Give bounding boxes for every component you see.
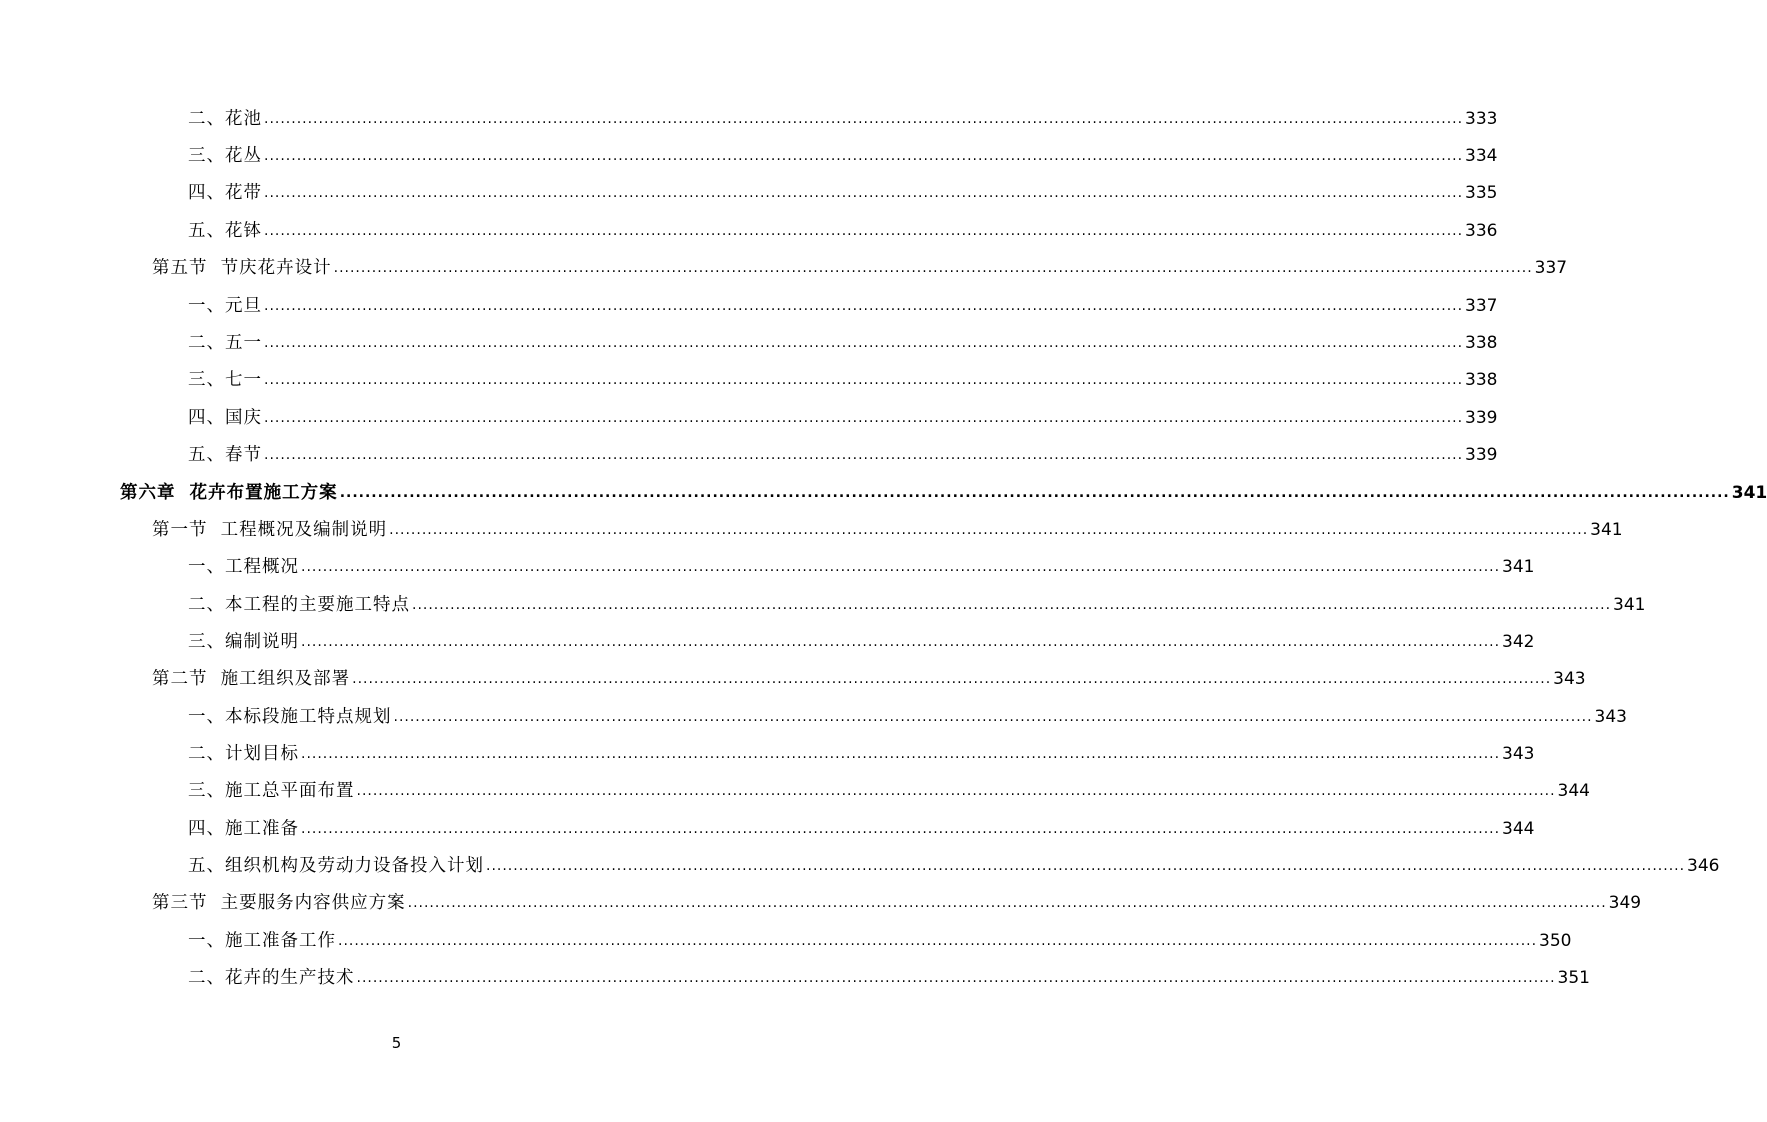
toc-entry-label: 第三节 主要服务内容供应方案 [152,893,406,913]
toc-leader-dots: ............................................................................................................................................................................................................................ [486,858,1686,874]
toc-entry[interactable] [188,615,1535,652]
toc-entry[interactable] [188,391,1498,428]
toc-entry-page: 343 [1553,669,1586,689]
toc-entry-page: 337 [1534,258,1568,278]
toc-entry-label: 第五节 节庆花卉设计 [152,258,332,278]
toc-entry[interactable] [188,279,1498,316]
toc-leader-dots: ............................................................................................................................................................................................................................ [301,746,1501,762]
toc-entry-label: 第二节 施工组织及部署 [152,669,351,689]
toc-entry-page: 337 [1465,296,1498,316]
toc-entry-label: 一、元旦 [188,296,262,316]
toc-entry-page: 341 [1613,595,1646,615]
toc-entry-page: 333 [1465,109,1498,129]
toc-entry[interactable] [188,764,1590,801]
toc-entry[interactable] [188,92,1498,129]
toc-entry-page: 341 [1590,520,1623,540]
toc-leader-dots: ............................................................................................................................................................................................................................ [264,335,1464,351]
toc-entry-page: 338 [1465,333,1498,353]
toc-entry-page: 339 [1465,445,1498,465]
toc-entry[interactable] [188,129,1498,166]
toc-leader-dots: ............................................................................................................................................................................................................................ [264,447,1464,463]
toc-entry-label: 一、施工准备工作 [188,931,336,951]
toc-entry-page: 350 [1539,931,1572,951]
toc-entry-label: 四、花带 [188,183,262,203]
toc-entry-label: 二、本工程的主要施工特点 [188,595,410,615]
toc-leader-dots: ............................................................................................................................................................................................................................ [264,185,1464,201]
toc-leader-dots: ............................................................................................................................................................................................................................ [301,821,1501,837]
toc-entry-page: 339 [1465,408,1498,428]
toc-entry-label: 三、七一 [188,370,262,390]
toc-entry-label: 五、组织机构及劳动力设备投入计划 [188,856,484,876]
toc-entry[interactable] [152,241,1568,278]
toc-entry-page: 351 [1557,968,1590,988]
toc-entry-page: 349 [1608,893,1642,913]
toc-entry-page: 335 [1465,183,1498,203]
toc-entry-label: 第一节 工程概况及编制说明 [152,520,388,540]
toc-entry-label: 二、计划目标 [188,744,299,764]
toc-entry-page: 343 [1502,744,1535,764]
toc-entry[interactable] [188,839,1720,876]
toc-leader-dots: ............................................................................................................................................................................................................................ [339,485,1730,501]
toc-entry-page: 346 [1687,856,1720,876]
toc-entry[interactable] [188,353,1498,390]
toc-entry-page: 338 [1465,370,1498,390]
toc-entry-label: 第六章 花卉布置施工方案 [120,483,338,503]
toc-leader-dots: ............................................................................................................................................................................................................................ [393,709,1593,725]
toc-entry[interactable] [188,428,1498,465]
toc-entry[interactable] [152,503,1623,540]
toc-entry[interactable] [188,204,1498,241]
toc-leader-dots: ............................................................................................................................................................................................................................ [412,597,1612,613]
toc-entry-label: 三、花丛 [188,146,262,166]
toc-entry-label: 四、施工准备 [188,819,299,839]
toc-entry[interactable] [188,540,1535,577]
toc-leader-dots: ............................................................................................................................................................................................................................ [338,933,1538,949]
toc-entry-page: 342 [1502,632,1535,652]
toc-entry-label: 五、春节 [188,445,262,465]
toc-entry-label: 四、国庆 [188,408,262,428]
page-number: 5 [391,1034,402,1052]
toc-entry-label: 一、本标段施工特点规划 [188,707,392,727]
toc-entry-page: 334 [1465,146,1498,166]
toc-entry[interactable] [120,466,1767,503]
toc-leader-dots: ............................................................................................................................................................................................................................ [356,970,1556,986]
toc-leader-dots: ............................................................................................................................................................................................................................ [301,559,1501,575]
toc-entry[interactable] [188,166,1498,203]
toc-leader-dots: ............................................................................................................................................................................................................................ [356,783,1556,799]
toc-leader-dots: ............................................................................................................................................................................................................................ [301,634,1501,650]
toc-entry-label: 二、花卉的生产技术 [188,968,355,988]
toc-entry[interactable] [188,578,1646,615]
toc-leader-dots: ............................................................................................................................................................................................................................ [333,260,1533,276]
toc-entry[interactable] [188,951,1590,988]
toc-entry-label: 三、编制说明 [188,632,299,652]
toc-entry-page: 336 [1465,221,1498,241]
toc-entry-label: 一、工程概况 [188,557,299,577]
toc-entry[interactable] [188,690,1627,727]
toc-entry-page: 343 [1594,707,1627,727]
toc-entry-page: 344 [1502,819,1535,839]
toc-leader-dots: ............................................................................................................................................................................................................................ [407,895,1607,911]
toc-entry[interactable] [152,876,1642,913]
toc-entry-label: 二、花池 [188,109,262,129]
toc-entry-label: 二、五一 [188,333,262,353]
toc-leader-dots: ............................................................................................................................................................................................................................ [264,410,1464,426]
toc-entry-label: 五、花钵 [188,221,262,241]
toc-leader-dots: ............................................................................................................................................................................................................................ [389,522,1589,538]
toc-entry[interactable] [188,914,1572,951]
toc-entry-page: 344 [1557,781,1590,801]
toc-entry[interactable] [188,727,1535,764]
toc-leader-dots: ............................................................................................................................................................................................................................ [264,111,1464,127]
toc-entry[interactable] [188,802,1535,839]
toc-entry-label: 三、施工总平面布置 [188,781,355,801]
toc-entry[interactable] [152,652,1586,689]
toc-leader-dots: ............................................................................................................................................................................................................................ [264,223,1464,239]
toc-entry-page: 341 [1502,557,1535,577]
toc-leader-dots: ............................................................................................................................................................................................................................ [264,148,1464,164]
toc-entry-page: 341 [1731,483,1767,503]
toc-leader-dots: ............................................................................................................................................................................................................................ [264,298,1464,314]
toc-leader-dots: ............................................................................................................................................................................................................................ [264,372,1464,388]
toc-leader-dots: ............................................................................................................................................................................................................................ [352,671,1552,687]
toc-entry[interactable] [188,316,1498,353]
